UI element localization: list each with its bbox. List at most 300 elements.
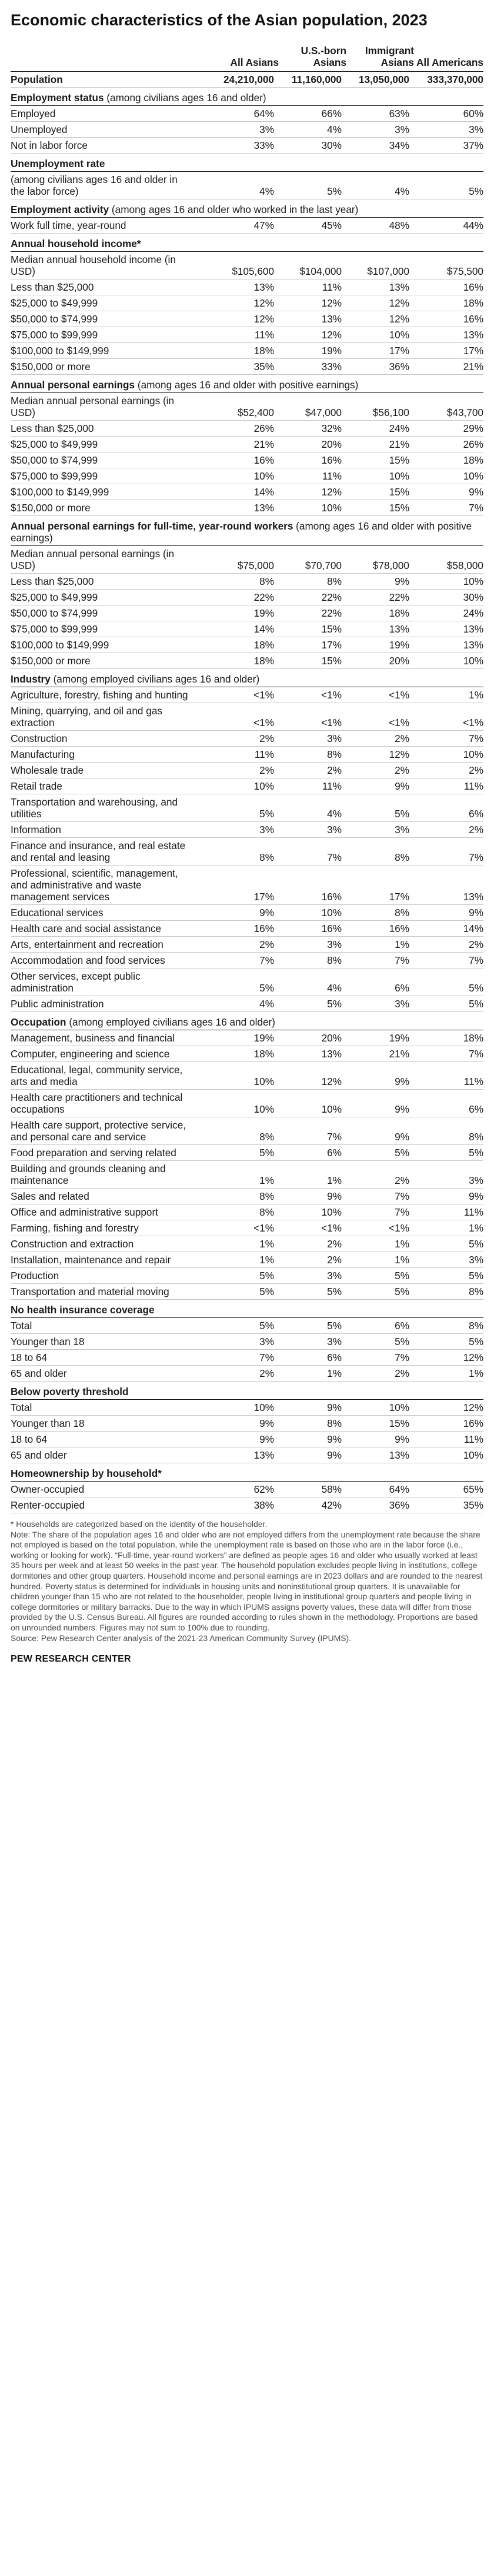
value-all-americans: 7% [414,500,483,516]
value-all-americans: 18% [414,452,483,468]
table-row [11,393,483,421]
value-us-born-asians: 3% [279,822,346,838]
row-label: Unemployed [11,122,198,138]
value-all-americans: 10% [414,1447,483,1463]
notes [11,1519,483,1643]
section-title-label: Annual personal earnings for full-time, year-round workers [11,520,293,532]
value-us-born-asians: 22% [279,590,346,605]
value-all-asians: 19% [198,1030,279,1046]
value-us-born-asians: 10% [279,1204,346,1220]
table-row [11,252,483,279]
row-label: Health care and social assistance [11,921,198,937]
table-row [11,1204,483,1220]
table-row [11,605,483,621]
value-us-born-asians: <1% [279,687,346,703]
value-all-americans: $75,500 [414,252,483,279]
section-header-row [11,1463,483,1482]
value-us-born-asians: 9% [279,1432,346,1447]
value-us-born-asians: 66% [279,106,346,122]
value-all-asians: 7% [198,1350,279,1366]
value-all-asians: 62% [198,1482,279,1497]
value-us-born-asians: 4% [279,122,346,138]
value-all-asians: 10% [198,468,279,484]
value-all-asians: 18% [198,1046,279,1062]
column-header-all-asians: All Asians [198,43,279,72]
value-immigrant-asians: 3% [346,122,414,138]
value-us-born-asians: 8% [279,953,346,969]
table-row [11,327,483,343]
value-all-americans: 13% [414,866,483,905]
value-immigrant-asians: 13% [346,621,414,637]
value-all-americans: 5% [414,1236,483,1252]
value-all-asians: 8% [198,1189,279,1204]
value-all-asians: 17% [198,866,279,905]
value-all-asians: 13% [198,500,279,516]
row-label: Construction [11,731,198,747]
value-all-americans: 5% [414,996,483,1012]
value-all-americans: 13% [414,621,483,637]
value-all-asians: 1% [198,1161,279,1189]
table-row [11,838,483,866]
table-row [11,653,483,669]
value-us-born-asians: 11% [279,279,346,295]
value-immigrant-asians: 15% [346,500,414,516]
value-all-asians: 9% [198,905,279,921]
value-all-asians: 2% [198,1366,279,1382]
section-header-row [11,88,483,106]
section-title [11,375,483,393]
brand-logo-text: PEW RESEARCH CENTER [11,1654,131,1665]
table-row [11,1145,483,1161]
table-row [11,1062,483,1090]
table-row [11,1189,483,1204]
value-us-born-asians: 15% [279,653,346,669]
value-all-americans: 44% [414,218,483,234]
value-us-born-asians: 12% [279,1062,346,1090]
value-us-born-asians: 3% [279,937,346,953]
value-immigrant-asians: 7% [346,953,414,969]
section-title-label: Annual household income* [11,238,141,249]
value-all-americans: 24% [414,605,483,621]
value-immigrant-asians: 20% [346,653,414,669]
value-us-born-asians: 12% [279,295,346,311]
value-all-asians: 5% [198,794,279,822]
value-immigrant-asians: 5% [346,1268,414,1284]
table-row [11,484,483,500]
section-title-label: Employment activity [11,204,109,215]
table-row [11,590,483,605]
section-header-row [11,669,483,687]
value-all-asians: 11% [198,747,279,763]
row-label: $25,000 to $49,999 [11,590,198,605]
row-label: Population [11,72,198,88]
section-title-qualifier: (among employed civilians ages 16 and older) [50,673,260,685]
value-all-asians: 9% [198,1416,279,1432]
section-title [11,154,483,172]
value-us-born-asians: 2% [279,1252,346,1268]
value-us-born-asians: 1% [279,1161,346,1189]
value-immigrant-asians: 8% [346,838,414,866]
row-label: $150,000 or more [11,500,198,516]
row-label: Finance and insurance, and real estate and rental and leasing [11,838,198,866]
value-immigrant-asians: 9% [346,1062,414,1090]
value-all-asians: 8% [198,1117,279,1145]
value-immigrant-asians: $56,100 [346,393,414,421]
value-all-americans: 30% [414,590,483,605]
value-us-born-asians: 16% [279,866,346,905]
row-label: $150,000 or more [11,359,198,375]
section-header-row [11,154,483,172]
row-label: $75,000 to $99,999 [11,468,198,484]
value-us-born-asians: 5% [279,172,346,199]
note-text: Note: The share of the population ages 16 and older who are not employed differs from the unemployment rate because the share not employed is based on the total population, while the unemployment rate is based on those who are in the labor force (i.e., working or looking for work). “Full-time, year-round workers” are defined as people ages 16 and older who usually worked at least 35 hours per week and at least 50 weeks in the past year. The household population excludes people living in institutions, college dormitories and other group quarters. Household income and personal earnings are in 2023 dollars and are rounded to the nearest hundred. Poverty status is determined for individuals in housing units and noninstitutional group quarters. It is unavailable for children younger than 15 who are not related to the householder, people living in institutional group quarters and people living in college dormitories or military barracks. Due to the way in which IPUMS assigns poverty values, these data will differ from those provided by the U.S. Census Bureau. All figures are rounded according to rules shown in the methodology. Proportions are based on unrounded numbers. Figures may not sum to 100% due to rounding. [11,1529,483,1632]
value-all-asians: 4% [198,996,279,1012]
value-all-americans: 11% [414,1204,483,1220]
value-all-americans: 8% [414,1117,483,1145]
row-label: Total [11,1400,198,1416]
value-all-americans: 16% [414,279,483,295]
row-label: Median annual personal earnings (in USD) [11,546,198,574]
value-all-asians: 8% [198,574,279,590]
header-row [11,43,483,72]
value-all-asians: 11% [198,327,279,343]
source-text: Source: Pew Research Center analysis of the 2021-23 American Community Survey (IPUMS). [11,1633,352,1643]
value-immigrant-asians: 21% [346,437,414,452]
table-row [11,279,483,295]
value-all-asians: 16% [198,921,279,937]
value-all-asians: 5% [198,1284,279,1300]
value-immigrant-asians: 9% [346,778,414,794]
value-immigrant-asians: 63% [346,106,414,122]
value-us-born-asians: 12% [279,484,346,500]
value-immigrant-asians: 2% [346,763,414,778]
value-all-americans: 6% [414,794,483,822]
section-title [11,88,483,106]
section-header-row [11,199,483,218]
section-header-row [11,516,483,546]
value-immigrant-asians: 1% [346,1252,414,1268]
value-all-asians: 5% [198,1145,279,1161]
value-immigrant-asians: 9% [346,574,414,590]
value-all-asians: 3% [198,822,279,838]
row-label: $50,000 to $74,999 [11,452,198,468]
row-label: Educational, legal, community service, arts and media [11,1062,198,1090]
row-label: Farming, fishing and forestry [11,1220,198,1236]
value-us-born-asians: 1% [279,1366,346,1382]
value-us-born-asians: 8% [279,574,346,590]
value-us-born-asians: 11% [279,468,346,484]
value-all-americans: 37% [414,138,483,154]
row-label: Less than $25,000 [11,574,198,590]
value-all-americans: 2% [414,763,483,778]
row-label: 18 to 64 [11,1432,198,1447]
row-label: (among civilians ages 16 and older in the labor force) [11,172,198,199]
section-title [11,516,483,546]
value-immigrant-asians: 22% [346,590,414,605]
section-title-label: Unemployment rate [11,158,105,169]
value-all-americans: 2% [414,937,483,953]
value-all-americans: 5% [414,969,483,996]
table-row [11,1090,483,1117]
section-title-qualifier: (among ages 16 and older with positive earnings) [11,520,472,544]
value-all-asians: 4% [198,172,279,199]
row-label: Health care support, protective service, and personal care and service [11,1117,198,1145]
value-all-asians: 14% [198,621,279,637]
row-label: Younger than 18 [11,1334,198,1350]
table-row [11,637,483,653]
value-all-americans: 10% [414,747,483,763]
value-immigrant-asians: 19% [346,637,414,653]
value-all-americans: 21% [414,359,483,375]
row-label: Transportation and material moving [11,1284,198,1300]
value-us-born-asians: 19% [279,343,346,359]
table-row [11,452,483,468]
value-immigrant-asians: 36% [346,1497,414,1513]
table-row [11,731,483,747]
value-all-americans: 10% [414,468,483,484]
value-all-americans: 5% [414,1334,483,1350]
table-row [11,500,483,516]
table-row [11,996,483,1012]
section-title [11,1012,483,1030]
value-immigrant-asians: 5% [346,1334,414,1350]
value-all-asians: 2% [198,937,279,953]
value-all-americans: 11% [414,778,483,794]
section-title-label: Industry [11,673,51,685]
value-us-born-asians: 5% [279,996,346,1012]
value-all-asians: 13% [198,279,279,295]
table-row [11,421,483,437]
value-all-americans: 18% [414,295,483,311]
table-row [11,1416,483,1432]
column-header-all-americans: All Americans [414,43,483,72]
section-title-qualifier: (among employed civilians ages 16 and older) [66,1016,275,1028]
value-all-americans: 333,370,000 [414,72,483,88]
table-row [11,1318,483,1334]
table-row [11,1046,483,1062]
table-row [11,1432,483,1447]
value-all-americans: $58,000 [414,546,483,574]
value-all-americans: 3% [414,122,483,138]
value-all-americans: 35% [414,1497,483,1513]
value-us-born-asians: 10% [279,1090,346,1117]
value-us-born-asians: 16% [279,921,346,937]
value-immigrant-asians: 15% [346,484,414,500]
value-us-born-asians: 3% [279,731,346,747]
value-all-americans: 2% [414,822,483,838]
value-all-americans: 1% [414,1366,483,1382]
row-label: Sales and related [11,1189,198,1204]
value-all-asians: 7% [198,953,279,969]
value-all-americans: 9% [414,484,483,500]
value-immigrant-asians: 5% [346,794,414,822]
row-label: $150,000 or more [11,653,198,669]
row-label: Less than $25,000 [11,421,198,437]
table-row [11,218,483,234]
value-immigrant-asians: 9% [346,1090,414,1117]
row-label: Office and administrative support [11,1204,198,1220]
value-all-americans: 5% [414,1268,483,1284]
value-all-asians: 64% [198,106,279,122]
value-all-asians: 2% [198,731,279,747]
value-immigrant-asians: <1% [346,1220,414,1236]
value-all-asians: 24,210,000 [198,72,279,88]
table-row [11,343,483,359]
economics-table [11,43,483,1513]
value-immigrant-asians: 6% [346,1318,414,1334]
table-row [11,122,483,138]
table-row [11,1497,483,1513]
value-all-asians: <1% [198,703,279,731]
value-us-born-asians: 5% [279,1318,346,1334]
value-us-born-asians: 15% [279,621,346,637]
value-all-americans: 3% [414,1252,483,1268]
value-immigrant-asians: 13% [346,279,414,295]
section-header-row [11,234,483,252]
value-all-americans: 13% [414,637,483,653]
table-row [11,703,483,731]
value-all-americans: 12% [414,1350,483,1366]
value-all-asians: 8% [198,1204,279,1220]
value-us-born-asians: 17% [279,637,346,653]
row-label: $75,000 to $99,999 [11,327,198,343]
value-immigrant-asians: <1% [346,703,414,731]
table-row [11,1268,483,1284]
value-all-asians: $75,000 [198,546,279,574]
table-row [11,1161,483,1189]
section-title-label: Occupation [11,1016,66,1028]
page-title: Economic characteristics of the Asian population, 2023 [11,11,428,29]
value-us-born-asians: 10% [279,500,346,516]
row-label: Agriculture, forestry, fishing and hunting [11,687,198,703]
value-us-born-asians: $104,000 [279,252,346,279]
value-us-born-asians: 30% [279,138,346,154]
value-all-americans: 7% [414,731,483,747]
section-header-row [11,1300,483,1318]
section-title-label: No health insurance coverage [11,1304,155,1316]
value-all-americans: 9% [414,905,483,921]
row-label: 18 to 64 [11,1350,198,1366]
table-row [11,1117,483,1145]
row-label: Wholesale trade [11,763,198,778]
value-us-born-asians: $47,000 [279,393,346,421]
value-us-born-asians: 58% [279,1482,346,1497]
value-all-americans: 11% [414,1432,483,1447]
table-row [11,953,483,969]
value-us-born-asians: 4% [279,969,346,996]
row-label: $100,000 to $149,999 [11,484,198,500]
value-all-asians: 10% [198,1400,279,1416]
table-row [11,1284,483,1300]
value-all-americans: 65% [414,1482,483,1497]
value-all-americans: 11% [414,1062,483,1090]
value-immigrant-asians: 13,050,000 [346,72,414,88]
table-row [11,1220,483,1236]
value-all-americans: 9% [414,1189,483,1204]
value-us-born-asians: $70,700 [279,546,346,574]
value-all-asians: 26% [198,421,279,437]
column-header-immigrant-asians: Immigrant Asians [346,43,414,72]
row-label: Management, business and financial [11,1030,198,1046]
value-all-americans: 3% [414,1161,483,1189]
value-immigrant-asians: 12% [346,747,414,763]
value-immigrant-asians: 3% [346,996,414,1012]
table-row [11,937,483,953]
row-label: Retail trade [11,778,198,794]
row-label: Younger than 18 [11,1416,198,1432]
value-all-asians: 19% [198,605,279,621]
value-all-americans: 10% [414,574,483,590]
value-all-asians: 8% [198,838,279,866]
row-label: Total [11,1318,198,1334]
value-all-asians: 35% [198,359,279,375]
table-row [11,1350,483,1366]
value-all-americans: 8% [414,1284,483,1300]
section-title-qualifier: (among ages 16 and older who worked in the last year) [109,204,359,215]
value-us-born-asians: 5% [279,1284,346,1300]
value-us-born-asians: 45% [279,218,346,234]
table-row [11,359,483,375]
value-all-asians: 38% [198,1497,279,1513]
row-label: Less than $25,000 [11,279,198,295]
value-all-americans: 10% [414,653,483,669]
row-label: Production [11,1268,198,1284]
value-immigrant-asians: 7% [346,1204,414,1220]
value-us-born-asians: 20% [279,437,346,452]
section-title-label: Annual personal earnings [11,379,135,391]
table-row [11,1447,483,1463]
row-label: Transportation and warehousing, and utilities [11,794,198,822]
value-all-americans: $43,700 [414,393,483,421]
value-immigrant-asians: 10% [346,327,414,343]
row-label: Professional, scientific, management, and administrative and waste management services [11,866,198,905]
value-immigrant-asians: 3% [346,822,414,838]
value-all-americans: 14% [414,921,483,937]
value-all-americans: 12% [414,1400,483,1416]
table-row [11,437,483,452]
value-us-born-asians: 3% [279,1268,346,1284]
row-label: $100,000 to $149,999 [11,343,198,359]
row-label: Other services, except public administration [11,969,198,996]
table-row [11,574,483,590]
value-all-americans: 1% [414,687,483,703]
table-row [11,921,483,937]
value-immigrant-asians: 34% [346,138,414,154]
value-immigrant-asians: 16% [346,921,414,937]
table-row [11,1334,483,1350]
value-all-americans: 60% [414,106,483,122]
table-row [11,747,483,763]
header-label-cell [11,43,198,72]
value-all-americans: 16% [414,1416,483,1432]
value-immigrant-asians: 12% [346,295,414,311]
section-title-label: Below poverty threshold [11,1386,129,1397]
value-immigrant-asians: 2% [346,731,414,747]
section-title [11,669,483,687]
row-label: Health care practitioners and technical occupations [11,1090,198,1117]
value-all-asians: 10% [198,778,279,794]
value-us-born-asians: 32% [279,421,346,437]
value-immigrant-asians: 15% [346,452,414,468]
row-label: 65 and older [11,1366,198,1382]
row-label: Median annual personal earnings (in USD) [11,393,198,421]
table-row [11,866,483,905]
value-immigrant-asians: 8% [346,905,414,921]
section-header-row [11,1012,483,1030]
value-all-asians: 10% [198,1090,279,1117]
value-us-born-asians: 20% [279,1030,346,1046]
value-immigrant-asians: 7% [346,1189,414,1204]
